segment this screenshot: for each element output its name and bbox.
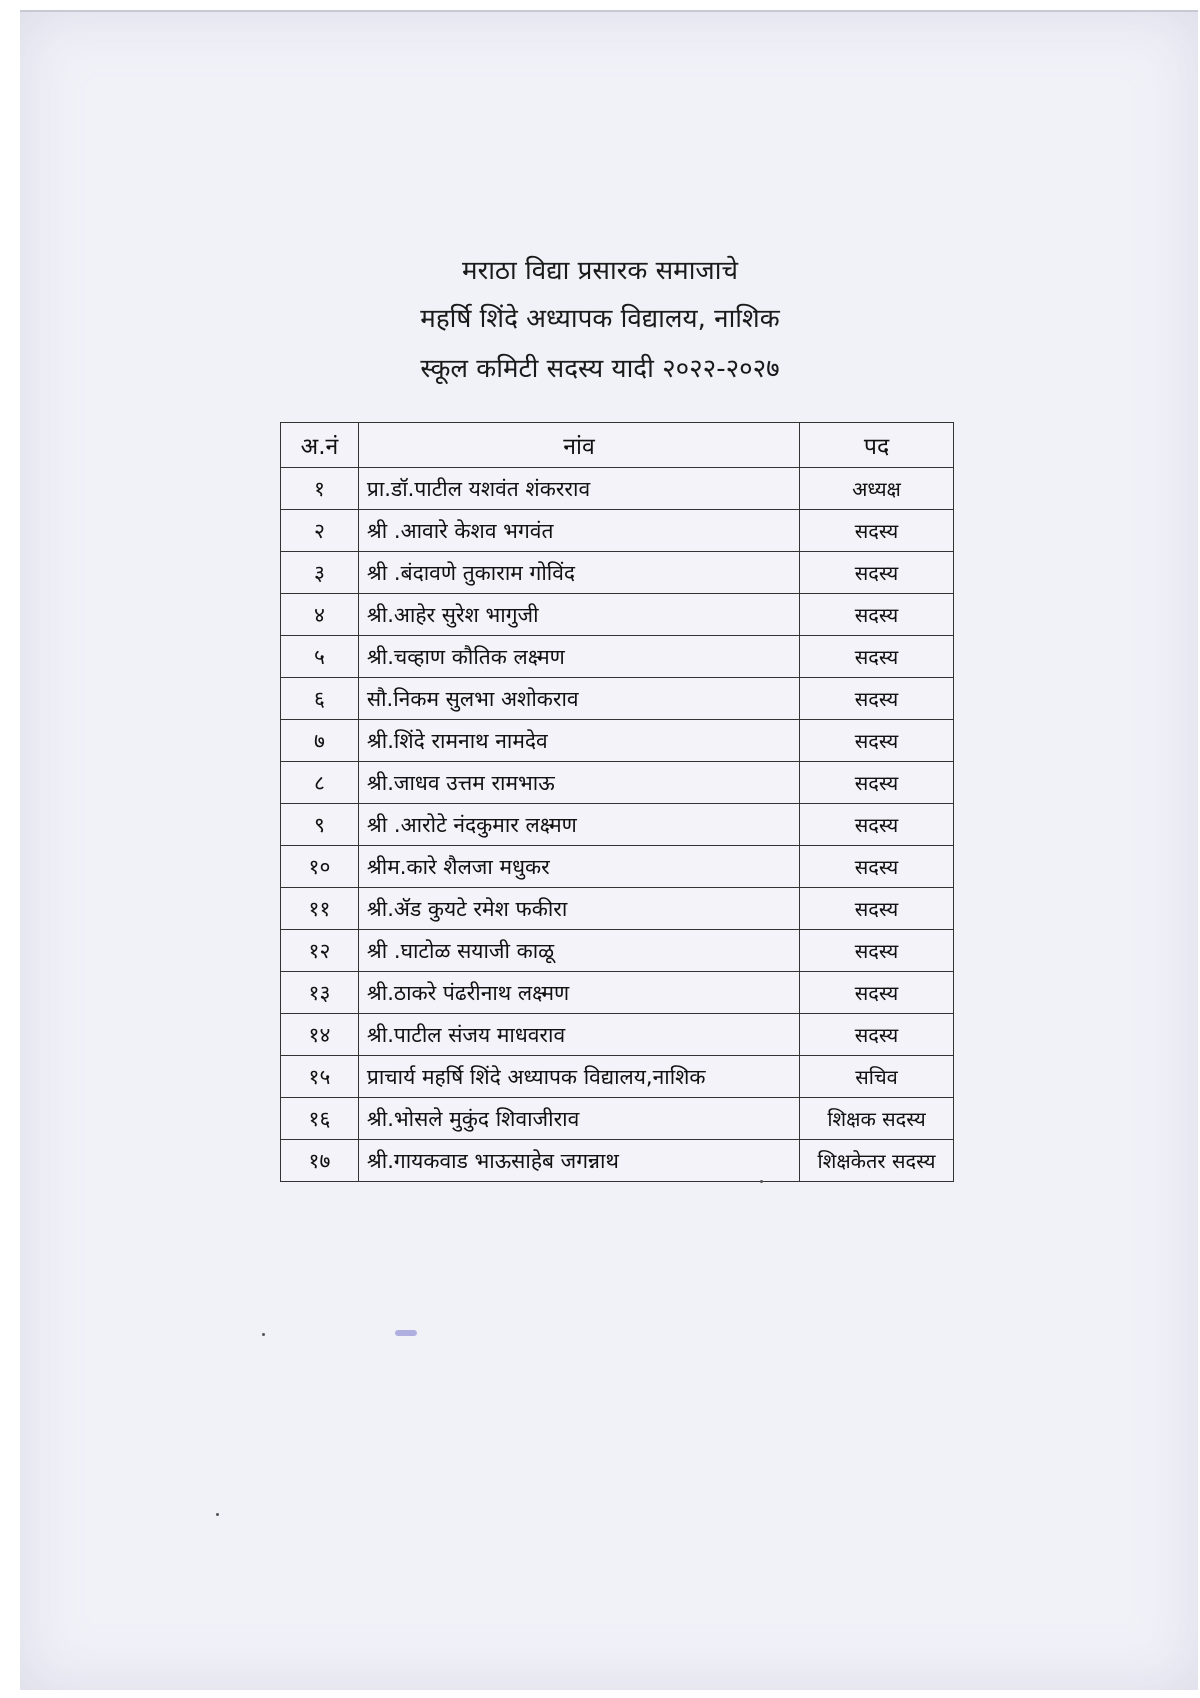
row-number: ३ (281, 552, 359, 594)
row-number: १७ (281, 1140, 359, 1182)
member-post: सदस्य (800, 510, 954, 552)
document-title: स्कूल कमिटी सदस्य यादी २०२२-२०२७ (420, 354, 780, 384)
member-name: श्री.चव्हाण कौतिक लक्ष्मण (358, 636, 799, 678)
table-row (281, 1056, 954, 1098)
row-number: १६ (281, 1098, 359, 1140)
member-name: प्राचार्य महर्षि शिंदे अध्यापक विद्यालय,नाशिक (358, 1056, 799, 1098)
dust-speck (216, 1513, 219, 1516)
table-row (281, 636, 954, 678)
member-post: सदस्य (800, 804, 954, 846)
member-name: श्री.पाटील संजय माधवराव (358, 1014, 799, 1056)
member-post: सदस्य (800, 552, 954, 594)
row-number: १० (281, 846, 359, 888)
column-header-post: पद (800, 423, 954, 468)
member-post: सदस्य (800, 762, 954, 804)
member-post: सदस्य (800, 678, 954, 720)
member-name: श्री .आवारे केशव भगवंत (358, 510, 799, 552)
table-row (281, 678, 954, 720)
column-header-number: अ.नं (281, 423, 359, 468)
committee-members-table (280, 422, 954, 1182)
row-number: ७ (281, 720, 359, 762)
table-row (281, 510, 954, 552)
organization-title: मराठा विद्या प्रसारक समाजाचे (462, 256, 738, 286)
member-name: श्री.आहेर सुरेश भागुजी (358, 594, 799, 636)
row-number: ११ (281, 888, 359, 930)
member-name: सौ.निकम सुलभा अशोकराव (358, 678, 799, 720)
row-number: १३ (281, 972, 359, 1014)
table-row (281, 1098, 954, 1140)
table-row (281, 888, 954, 930)
member-name: श्री .घाटोळ सयाजी काळू (358, 930, 799, 972)
row-number: ९ (281, 804, 359, 846)
row-number: १ (281, 468, 359, 510)
member-name: प्रा.डॉ.पाटील यशवंत शंकरराव (358, 468, 799, 510)
member-name: श्री.ॲड कुयटे रमेश फकीरा (358, 888, 799, 930)
member-post: शिक्षक सदस्य (800, 1098, 954, 1140)
table-row (281, 762, 954, 804)
institution-title: महर्षि शिंदे अध्यापक विद्यालय, नाशिक (420, 304, 780, 334)
table-row (281, 1014, 954, 1056)
table-row (281, 930, 954, 972)
row-number: १५ (281, 1056, 359, 1098)
dust-speck (760, 1180, 763, 1183)
member-name: श्री.शिंदे रामनाथ नामदेव (358, 720, 799, 762)
table-row (281, 720, 954, 762)
member-name: श्री.ठाकरे पंढरीनाथ लक्ष्मण (358, 972, 799, 1014)
member-post: सदस्य (800, 594, 954, 636)
member-post: सचिव (800, 1056, 954, 1098)
ink-smudge (395, 1330, 417, 1336)
table-row (281, 972, 954, 1014)
member-name: श्री .आरोटे नंदकुमार लक्ष्मण (358, 804, 799, 846)
table-header-row (281, 423, 954, 468)
row-number: १४ (281, 1014, 359, 1056)
member-name: श्रीम.कारे शैलजा मधुकर (358, 846, 799, 888)
member-post: सदस्य (800, 930, 954, 972)
member-name: श्री.भोसले मुकुंद शिवाजीराव (358, 1098, 799, 1140)
row-number: ६ (281, 678, 359, 720)
row-number: ८ (281, 762, 359, 804)
member-post: अध्यक्ष (800, 468, 954, 510)
column-header-name: नांव (358, 423, 799, 468)
member-post: सदस्य (800, 972, 954, 1014)
member-name: श्री.गायकवाड भाऊसाहेब जगन्नाथ (358, 1140, 799, 1182)
member-post: शिक्षकेतर सदस्य (800, 1140, 954, 1182)
table-row (281, 1140, 954, 1182)
member-name: श्री .बंदावणे तुकाराम गोविंद (358, 552, 799, 594)
table-row (281, 594, 954, 636)
table-row (281, 804, 954, 846)
member-post: सदस्य (800, 720, 954, 762)
member-post: सदस्य (800, 888, 954, 930)
row-number: २ (281, 510, 359, 552)
table-row (281, 846, 954, 888)
member-name: श्री.जाधव उत्तम रामभाऊ (358, 762, 799, 804)
table-row (281, 468, 954, 510)
dust-speck (262, 1333, 265, 1336)
row-number: ५ (281, 636, 359, 678)
member-post: सदस्य (800, 846, 954, 888)
member-post: सदस्य (800, 636, 954, 678)
table-row (281, 552, 954, 594)
member-post: सदस्य (800, 1014, 954, 1056)
row-number: ४ (281, 594, 359, 636)
row-number: १२ (281, 930, 359, 972)
